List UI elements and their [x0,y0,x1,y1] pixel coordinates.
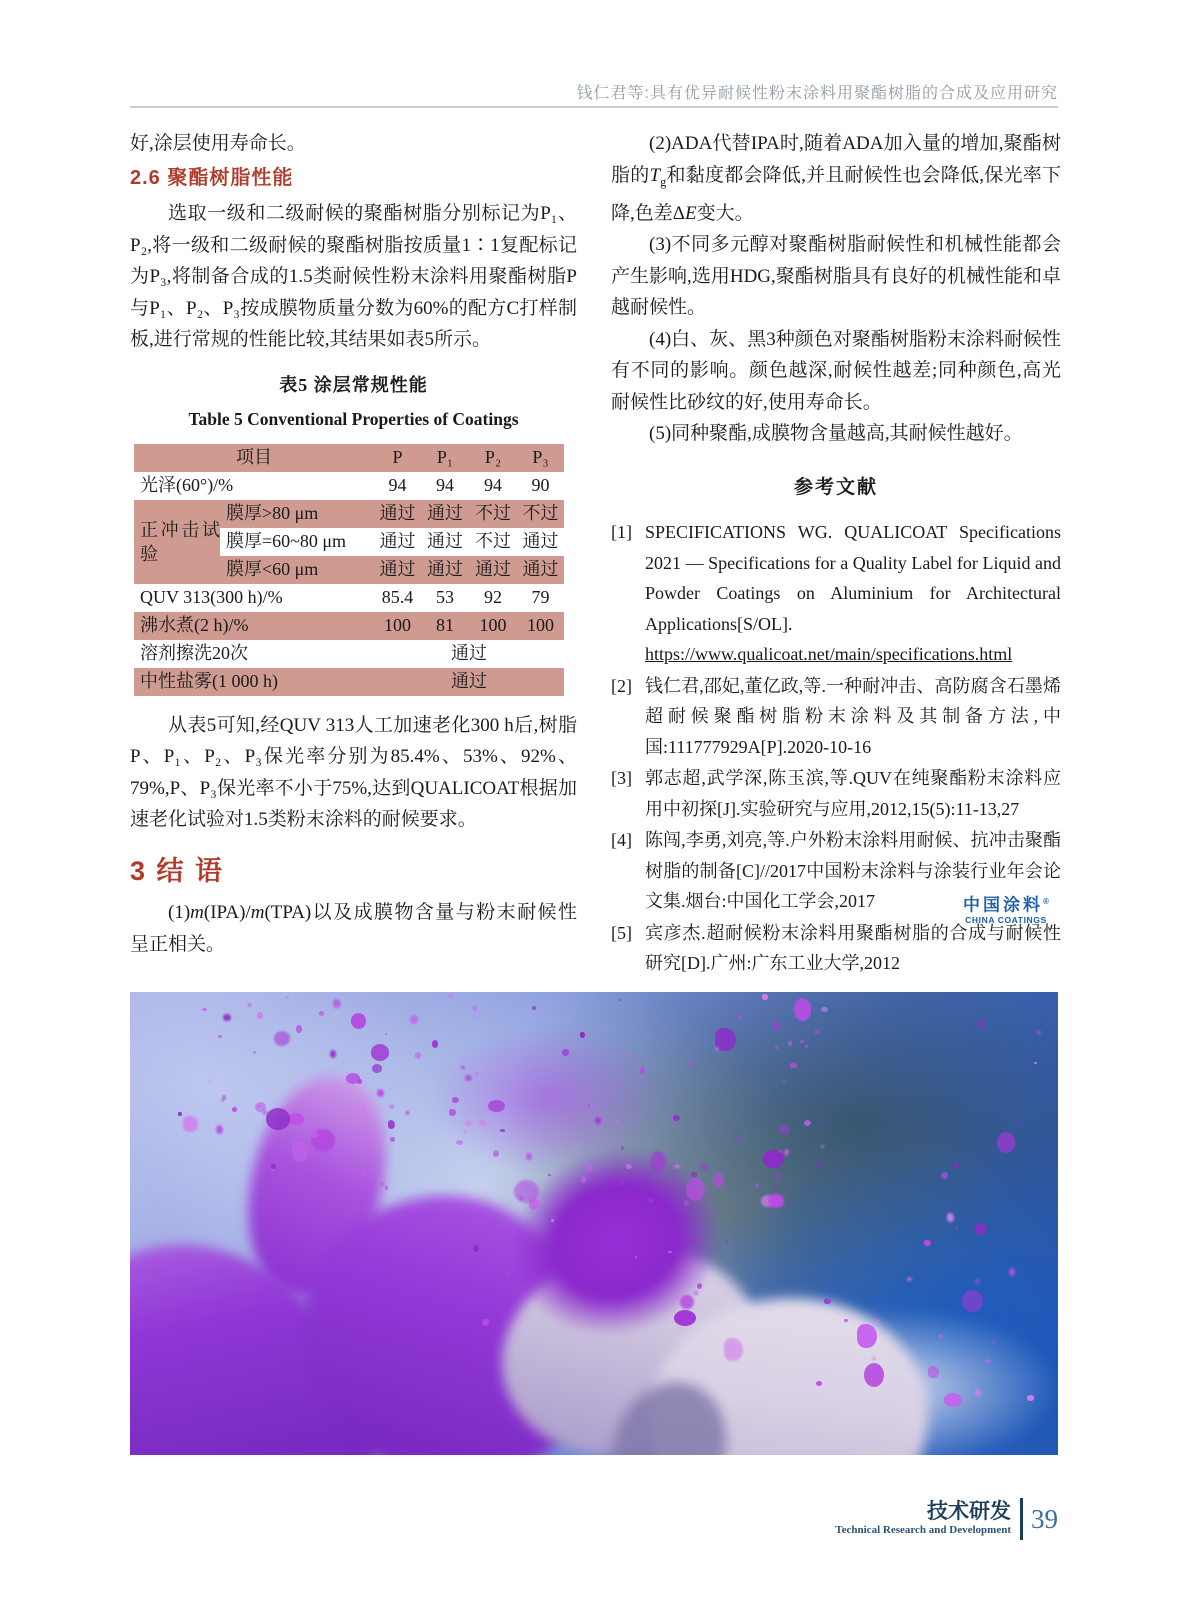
row-solvent-value: 通过 [374,640,564,668]
references-title: 参考文献 [793,476,878,498]
row-quv-v3: 79 [517,584,564,612]
row-impact1-v0: 通过 [374,528,421,556]
table-header-P3: P₃ [517,444,564,472]
powder-hand-photo [130,992,1058,1455]
row-impact2-v2: 通过 [469,556,517,584]
row-impact1-v1: 通过 [421,528,469,556]
reference-text: 郭志超,武学深,陈玉滨,等.QUV在纯聚酯粉末涂料应用中初探[J].实验研究与应用,2012,15(5):11-13,27 [645,768,1061,819]
registered-mark: ® [1043,897,1049,906]
row-gloss-v3: 90 [517,472,564,500]
row-impact2-label: 膜厚<60 μm [220,556,374,584]
reference-text: 宾彦杰.超耐候粉末涂料用聚酯树脂的合成与耐候性研究[D].广州:广东工业大学,2012 [645,922,1061,974]
row-solvent-label: 溶剂擦洗20次 [134,640,374,668]
row-impact2-v0: 通过 [374,556,421,584]
left-column [130,128,577,960]
table-5-block [130,370,577,696]
powder-particles [130,992,1058,1455]
row-impact-group-label: 正冲击试验 [134,500,220,584]
table-header-P2: P₂ [469,444,517,472]
reference-number: [3] [611,768,632,789]
right-column [611,128,1061,980]
paragraph-select: 选取一级和二级耐候的聚酯树脂分别标记为P₁、P₂,将一级和二级耐候的聚酯树脂按质量1∶1复配标记为P₃,将制备合成的1.5类耐候性粉末涂料用聚酯树脂P与P₁、P₂、P₃按成膜物质量分数为60%的配方C打样制板,进行常规的性能比较,其结果如表5所示。 [130,203,577,350]
conclusion-5: (5)同种聚酯,成膜物含量越高,其耐候性越好。 [649,423,1023,445]
row-boil-v1: 81 [421,612,469,640]
row-impact0-v2: 不过 [469,500,517,528]
conclusion-2: (2)ADA代替IPA时,随着ADA加入量的增加,聚酯树脂的$T_g$和黏度都会降低,并且耐候性也会降低,保光率下降,色差ΔE变大。 [611,133,1061,224]
table-header-item: 项目 [134,444,374,472]
row-gloss-label: 光泽(60°)/% [134,472,374,500]
logo-text-zh: 中国涂料® [963,895,1049,915]
reference-number: [4] [611,830,632,851]
reference-text: SPECIFICATIONS WG. QUALICOAT Specifications 2021 — Specifications for a Quality Label for Liquid and Powder Coatings on Aluminium for Architectural Applications[S/OL]. https://www.qualicoat.net/main/specifications.html [645,522,1061,665]
table-title-en: Table 5 Conventional Properties of Coatings [188,409,519,429]
conclusion-3: (3)不同多元醇对聚酯树脂耐候性和机械性能都会产生影响,选用HDG,聚酯树脂具有良好的机械性能和卓越耐候性。 [611,234,1061,319]
row-salt-value: 通过 [374,668,564,696]
reference-item [611,918,1061,979]
reference-number: [5] [611,922,632,943]
running-head: 钱仁君等:具有优异耐候性粉末涂料用聚酯树脂的合成及应用研究 [576,85,1058,102]
section-heading-3: 3 结 语 [130,855,225,886]
china-coatings-logo [963,893,1049,925]
footer-divider [1020,1498,1023,1540]
reference-url-link[interactable]: https://www.qualicoat.net/main/specifications.html [645,644,1013,665]
row-boil-v0: 100 [374,612,421,640]
row-quv-v2: 92 [469,584,517,612]
reference-text: 钱仁君,邵妃,董亿政,等.一种耐冲击、高防腐含石墨烯超耐候聚酯树脂粉末涂料及其制备方法,中国:111777929A[P].2020-10-16 [645,675,1061,757]
page-number: 39 [1031,1503,1058,1534]
paragraph-intro: 好,涂层使用寿命长。 [130,133,306,154]
page-footer [0,1498,1058,1540]
row-gloss-v2: 94 [469,472,517,500]
row-boil-v2: 100 [469,612,517,640]
header-rule [130,106,1058,108]
reference-number: [2] [611,675,632,696]
row-impact0-v0: 通过 [374,500,421,528]
row-quv-v0: 85.4 [374,584,421,612]
row-impact2-v3: 通过 [517,556,564,584]
row-salt-label: 中性盐雾(1 000 h) [134,668,374,696]
table-title-zh: 表5 涂层常规性能 [279,374,428,395]
reference-number: [1] [611,522,632,543]
row-impact1-label: 膜厚=60~80 μm [220,528,374,556]
reference-item [611,517,1061,670]
row-impact0-v1: 通过 [421,500,469,528]
row-impact2-v1: 通过 [421,556,469,584]
table-5 [134,444,564,696]
conclusion-1: (1)m(IPA)/m(TPA)以及成膜物含量与粉末耐候性呈正相关。 [130,902,577,955]
reference-item [611,671,1061,763]
reference-item [611,763,1061,824]
row-quv-label: QUV 313(300 h)/% [134,584,374,612]
logo-text-en: CHINA COATINGS [965,914,1047,925]
paragraph-result: 从表5可知,经QUV 313人工加速老化300 h后,树脂P、P₁、P₂、P₃保光率分别为85.4%、53%、92%、79%,P、P₃保光率不小于75%,达到QUALICOAT根据加速老化试验对1.5类粉末涂料的耐候要求。 [130,714,577,830]
table-header-P1: P₁ [421,444,469,472]
conclusion-4: (4)白、灰、黑3种颜色对聚酯树脂粉末涂料耐候性有不同的影响。颜色越深,耐候性越差;同种颜色,高光耐候性比砂纹的好,使用寿命长。 [611,328,1061,413]
footer-section-en: Technical Research and Development [835,1524,1011,1536]
row-quv-v1: 53 [421,584,469,612]
row-gloss-v0: 94 [374,472,421,500]
table-header-P: P [374,444,421,472]
row-gloss-v1: 94 [421,472,469,500]
row-impact0-v3: 不过 [517,500,564,528]
row-boil-v3: 100 [517,612,564,640]
row-boil-label: 沸水煮(2 h)/% [134,612,374,640]
row-impact1-v3: 通过 [517,528,564,556]
row-impact0-label: 膜厚>80 μm [220,500,374,528]
footer-section-zh: 技术研发 [927,1500,1011,1523]
section-heading-2-6: 2.6 聚酯树脂性能 [130,166,294,189]
row-impact1-v2: 不过 [469,528,517,556]
reference-text: 陈闯,李勇,刘亮,等.户外粉末涂料用耐候、抗冲击聚酯树脂的制备[C]//2017中国粉末涂料与涂装行业年会论文集.烟台:中国化工学会,2017 [645,830,1061,912]
